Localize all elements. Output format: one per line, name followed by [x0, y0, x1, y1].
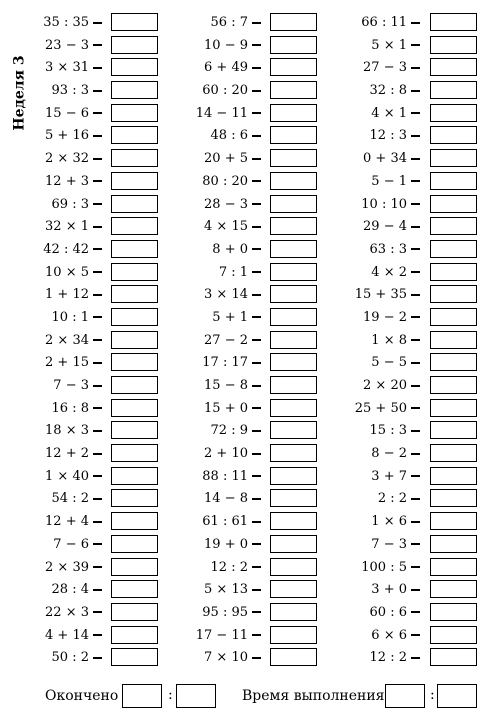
equals-dash	[411, 453, 420, 455]
exercise-expression	[363, 378, 420, 394]
expression-text: 22 × 3	[45, 604, 89, 620]
expression-text: 18 × 3	[45, 423, 89, 439]
exercise-expression	[371, 628, 420, 644]
expression-text: 54 : 2	[51, 491, 89, 507]
expression-text: 7 − 6	[53, 536, 89, 552]
expression-text: 2 + 10	[204, 446, 248, 462]
equals-dash	[411, 226, 420, 228]
answer-box[interactable]	[430, 467, 477, 485]
exercise-row	[0, 602, 495, 625]
equals-dash	[411, 566, 420, 568]
answer-box[interactable]	[430, 285, 477, 303]
answer-box[interactable]	[430, 36, 477, 54]
time-hours-box[interactable]	[385, 684, 425, 708]
expression-text: 3 × 14	[204, 287, 248, 303]
exercise-expression	[371, 514, 420, 530]
time-minutes-box[interactable]	[437, 684, 477, 708]
exercise-expression	[370, 83, 420, 99]
expression-text: 15 : 3	[369, 423, 407, 439]
answer-box[interactable]	[430, 648, 477, 666]
equals-dash	[411, 248, 420, 250]
expression-text: 14 − 11	[195, 105, 248, 121]
expression-text: 5 × 1	[371, 37, 407, 53]
finished-label: Окончено	[45, 688, 119, 704]
expression-text: 10 : 10	[361, 196, 407, 212]
expression-text: 17 : 17	[202, 355, 248, 371]
expression-text: 35 : 35	[43, 15, 89, 30]
answer-box[interactable]	[430, 535, 477, 553]
answer-box[interactable]	[430, 13, 477, 31]
exercise-row	[0, 330, 495, 353]
expression-text: 1 × 40	[45, 468, 89, 484]
expression-text: 93 : 3	[51, 83, 89, 99]
footer	[0, 684, 495, 710]
exercise-row	[0, 488, 495, 511]
expression-text: 12 + 3	[45, 173, 89, 189]
expression-text: 2 × 39	[45, 559, 89, 575]
answer-box[interactable]	[430, 558, 477, 576]
exercise-row	[0, 284, 495, 307]
expression-text: 7 : 1	[218, 264, 248, 280]
expression-text: 12 : 2	[369, 650, 407, 666]
equals-dash	[411, 316, 420, 318]
exercise-row	[0, 35, 495, 58]
expression-text: 1 + 12	[45, 287, 89, 303]
exercise-row	[0, 307, 495, 330]
week-label-text: Неделя 3	[12, 55, 29, 131]
equals-dash	[411, 135, 420, 137]
expression-text: 1 × 8	[371, 332, 407, 348]
equals-dash	[411, 90, 420, 92]
expression-text: 72 : 9	[210, 423, 248, 439]
answer-box[interactable]	[430, 626, 477, 644]
answer-box[interactable]	[430, 444, 477, 462]
exercise-row	[0, 148, 495, 171]
answer-box[interactable]	[430, 240, 477, 258]
exercise-row	[0, 443, 495, 466]
exercise-expression	[363, 60, 420, 76]
expression-text: 12 + 2	[45, 446, 89, 462]
exercise-expression	[363, 151, 420, 167]
answer-box[interactable]	[430, 149, 477, 167]
expression-text: 95 : 95	[202, 604, 248, 620]
exercise-expression	[371, 469, 420, 485]
expression-text: 17 − 11	[195, 627, 248, 643]
expression-text: 60 : 6	[369, 604, 407, 620]
expression-text: 4 × 1	[371, 105, 407, 121]
equals-dash	[411, 611, 420, 613]
expression-text: 5 × 13	[204, 582, 248, 598]
exercise-expression	[371, 446, 420, 462]
expression-text: 25 + 50	[354, 400, 407, 416]
expression-text: 48 : 6	[210, 128, 248, 144]
exercise-expression	[371, 174, 420, 190]
expression-text: 88 : 11	[202, 468, 248, 484]
expression-text: 12 : 3	[369, 128, 407, 144]
exercise-row	[0, 125, 495, 148]
exercise-expression	[371, 333, 420, 349]
expression-text: 29 − 4	[363, 219, 407, 235]
expression-text: 27 − 2	[204, 332, 248, 348]
expression-text: 8 + 0	[212, 241, 248, 257]
exercise-expression	[370, 423, 420, 439]
exercise-row	[0, 352, 495, 375]
equals-dash	[411, 430, 420, 432]
equals-dash	[411, 158, 420, 160]
answer-box[interactable]	[430, 81, 477, 99]
exercise-expression	[370, 650, 420, 666]
expression-text: 2 × 32	[45, 151, 89, 167]
expression-text: 32 × 1	[45, 219, 89, 235]
equals-dash	[411, 634, 420, 636]
expression-text: 15 − 6	[45, 105, 89, 121]
exercise-column-3	[0, 12, 495, 670]
exercise-expression	[370, 605, 420, 621]
expression-text: 7 × 10	[204, 650, 248, 666]
exercise-row	[0, 239, 495, 262]
expression-text: 56 : 7	[210, 15, 248, 30]
equals-dash	[411, 294, 420, 296]
expression-text: 100 : 5	[361, 559, 407, 575]
equals-dash	[411, 44, 420, 46]
exercise-row	[0, 420, 495, 443]
expression-text: 2 × 20	[363, 378, 407, 393]
expression-text: 3 × 31	[45, 60, 89, 76]
equals-dash	[411, 385, 420, 387]
expression-text: 6 + 49	[204, 60, 248, 76]
equals-dash	[411, 521, 420, 523]
answer-box[interactable]	[430, 353, 477, 371]
expression-text: 42 : 42	[43, 241, 89, 257]
expression-text: 5 + 16	[45, 128, 89, 144]
expression-text: 0 + 34	[363, 151, 407, 167]
answer-box[interactable]	[430, 376, 477, 394]
equals-dash	[411, 498, 420, 500]
equals-dash	[411, 362, 420, 364]
expression-text: 4 × 2	[371, 264, 407, 280]
expression-text: 10 : 1	[51, 309, 89, 325]
answer-box[interactable]	[430, 58, 477, 76]
finished-minutes-box[interactable]	[176, 684, 216, 708]
exercise-expression	[371, 537, 420, 553]
expression-text: 69 : 3	[51, 196, 89, 212]
exercise-row	[0, 262, 495, 285]
exercise-row	[0, 216, 495, 239]
exercise-expression	[371, 38, 420, 54]
expression-text: 63 : 3	[369, 241, 407, 257]
exercise-row	[0, 466, 495, 489]
exercise-row	[0, 171, 495, 194]
expression-text: 16 : 8	[51, 400, 89, 416]
exercise-expression	[363, 310, 420, 326]
expression-text: 6 × 6	[371, 627, 407, 643]
equals-dash	[411, 22, 420, 24]
expression-text: 50 : 2	[51, 650, 89, 666]
expression-text: 28 − 3	[204, 196, 248, 212]
expression-text: 15 + 0	[204, 400, 248, 416]
exercise-row	[0, 12, 495, 35]
exercise-expression	[370, 128, 420, 144]
expression-text: 8 − 2	[371, 446, 407, 462]
exercise-row	[0, 57, 495, 80]
expression-text: 19 + 0	[204, 536, 248, 552]
equals-dash	[411, 407, 420, 409]
expression-text: 5 − 1	[371, 173, 407, 189]
answer-box[interactable]	[430, 308, 477, 326]
answer-box[interactable]	[430, 217, 477, 235]
answer-box[interactable]	[430, 104, 477, 122]
equals-dash	[411, 271, 420, 273]
exercise-row	[0, 557, 495, 580]
expression-text: 32 : 8	[369, 83, 407, 99]
exercise-expression	[371, 106, 420, 122]
expression-text: 66 : 11	[361, 15, 407, 30]
answer-box[interactable]	[430, 172, 477, 190]
equals-dash	[411, 203, 420, 205]
expression-text: 12 + 4	[45, 514, 89, 530]
exercise-row	[0, 194, 495, 217]
expression-text: 10 × 5	[45, 264, 89, 280]
expression-text: 4 + 14	[45, 627, 89, 643]
exercise-expression	[361, 560, 420, 576]
expression-text: 23 − 3	[45, 37, 89, 53]
expression-text: 61 : 61	[202, 514, 248, 530]
expression-text: 2 : 2	[377, 491, 407, 507]
finished-colon: :	[168, 687, 173, 703]
exercise-row	[0, 625, 495, 648]
expression-text: 10 − 9	[204, 37, 248, 53]
exercise-expression	[355, 401, 420, 417]
expression-text: 12 : 2	[210, 559, 248, 575]
exercise-expression	[371, 265, 420, 281]
expression-text: 7 − 3	[53, 378, 89, 393]
expression-text: 3 + 0	[371, 582, 407, 598]
answer-box[interactable]	[430, 580, 477, 598]
expression-text: 4 × 15	[204, 219, 248, 235]
equals-dash	[411, 475, 420, 477]
answer-box[interactable]	[430, 489, 477, 507]
expression-text: 28 : 4	[51, 582, 89, 598]
answer-box[interactable]	[430, 421, 477, 439]
expression-text: 5 − 5	[371, 355, 407, 371]
exercise-row	[0, 579, 495, 602]
equals-dash	[411, 657, 420, 659]
equals-dash	[411, 543, 420, 545]
exercise-row	[0, 103, 495, 126]
exercise-expression	[361, 197, 420, 213]
expression-text: 80 : 20	[202, 173, 248, 189]
exercise-expression	[363, 219, 420, 235]
exercise-row	[0, 80, 495, 103]
equals-dash	[411, 112, 420, 114]
equals-dash	[411, 589, 420, 591]
exercise-row	[0, 375, 495, 398]
time-label: Время выполнения	[242, 688, 385, 704]
expression-text: 14 − 8	[204, 491, 248, 507]
exercise-expression	[371, 582, 420, 598]
expression-text: 5 + 1	[212, 309, 248, 325]
answer-box[interactable]	[430, 195, 477, 213]
expression-text: 20 + 5	[204, 151, 248, 167]
expression-text: 19 − 2	[363, 309, 407, 325]
equals-dash	[411, 180, 420, 182]
expression-text: 15 + 35	[354, 287, 407, 303]
expression-text: 7 − 3	[371, 536, 407, 552]
answer-box[interactable]	[430, 399, 477, 417]
exercise-row	[0, 511, 495, 534]
exercise-expression	[371, 355, 420, 371]
exercise-expression	[370, 242, 420, 258]
expression-text: 15 − 8	[204, 378, 248, 393]
finished-hours-box[interactable]	[122, 684, 162, 708]
expression-text: 27 − 3	[363, 60, 407, 76]
exercise-expression	[355, 287, 420, 303]
expression-text: 2 + 15	[45, 355, 89, 371]
exercise-expression	[361, 15, 420, 31]
expression-text: 1 × 6	[371, 514, 407, 530]
exercise-row	[0, 534, 495, 557]
equals-dash	[411, 67, 420, 69]
exercise-row	[0, 398, 495, 421]
answer-box[interactable]	[430, 126, 477, 144]
answer-box[interactable]	[430, 603, 477, 621]
answer-box[interactable]	[430, 263, 477, 281]
expression-text: 2 × 34	[45, 332, 89, 348]
expression-text: 3 + 7	[371, 468, 407, 484]
answer-box[interactable]	[430, 331, 477, 349]
expression-text: 60 : 20	[202, 83, 248, 99]
exercise-expression	[378, 491, 420, 507]
answer-box[interactable]	[430, 512, 477, 530]
exercise-row	[0, 647, 495, 670]
time-colon: :	[430, 687, 435, 703]
equals-dash	[411, 339, 420, 341]
